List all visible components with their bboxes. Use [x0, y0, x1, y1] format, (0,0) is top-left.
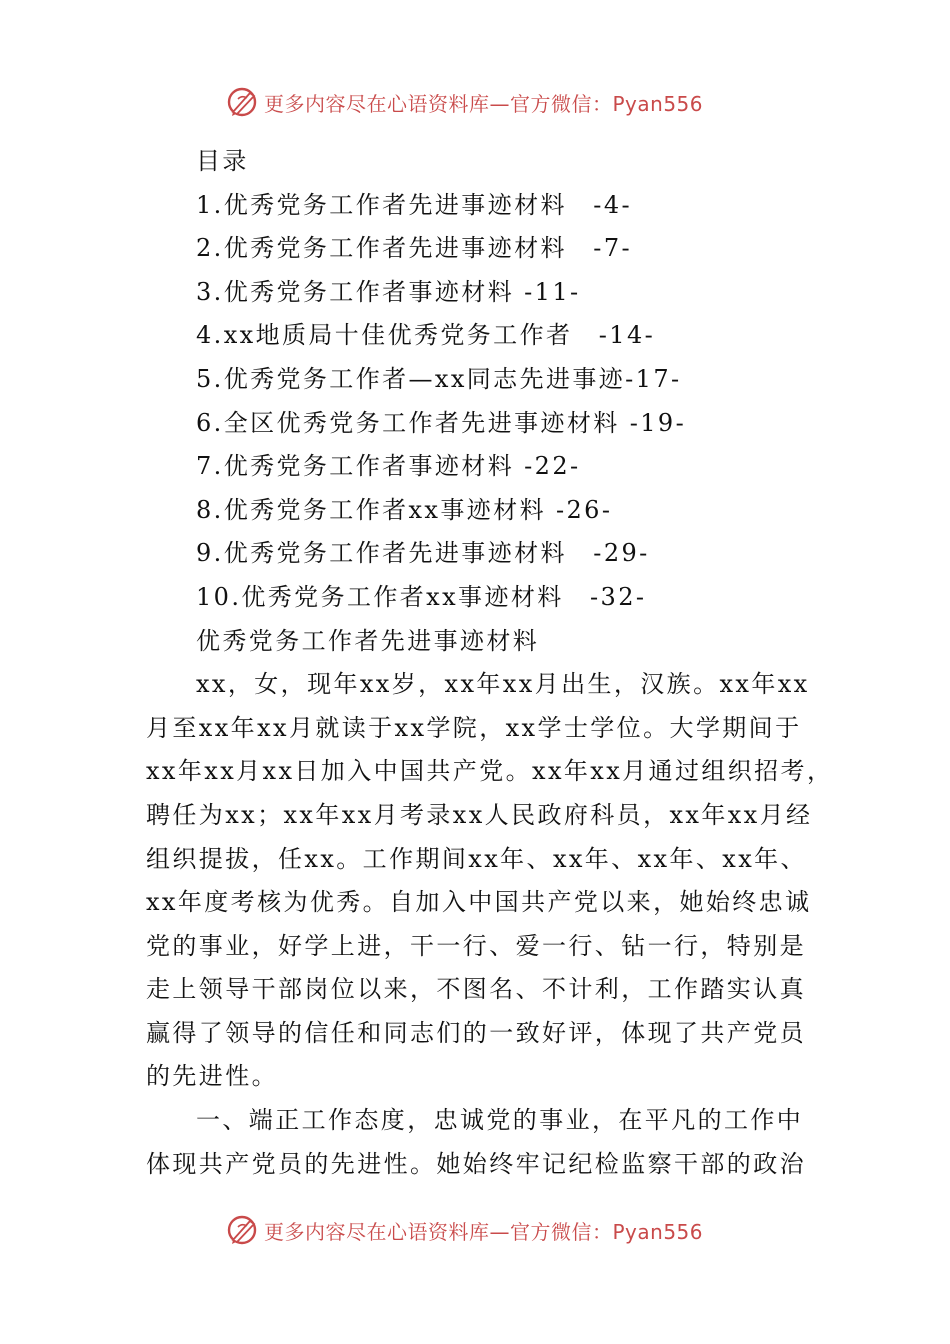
toc-item-label: 3.优秀党务工作者事迹材料 — [196, 277, 515, 306]
toc-item — [146, 184, 826, 228]
article-line: 走上领导干部岗位以来，不图名、不计利，工作踏实认真 — [146, 975, 806, 1004]
toc-item-page: -22- — [514, 452, 581, 481]
toc-item-page: -26- — [545, 495, 613, 524]
article-line: 聘任为xx；xx年xx月考录xx人民政府科员，xx年xx月经 — [146, 800, 813, 829]
toc-item-page: -11- — [514, 277, 581, 306]
toc-item-label: 2.优秀党务工作者先进事迹材料 — [196, 234, 567, 263]
header-banner — [226, 84, 746, 120]
toc-item-page: -32- — [563, 582, 647, 611]
article-title: 优秀党务工作者先进事迹材料 — [196, 626, 540, 655]
footer-banner — [226, 1212, 746, 1248]
toc-item-label: 8.优秀党务工作者xx事迹材料 — [196, 495, 546, 524]
toc-item-page: -17- — [625, 364, 682, 393]
banner-text: 更多内容尽在心语资料库—官方微信：Pyan556 — [264, 91, 704, 116]
toc-item — [146, 489, 826, 533]
article-line: xx，女，现年xx岁，xx年xx月出生，汉族。xx年xx — [196, 670, 810, 699]
article-line: 赢得了领导的信任和同志们的一致好评，体现了共产党员 — [146, 1018, 806, 1047]
toc-item-label: 1.优秀党务工作者先进事迹材料 — [196, 190, 567, 219]
document-body — [146, 140, 834, 1186]
article-line: 的先进性。 — [146, 1062, 278, 1091]
pen-logo-icon — [226, 1213, 260, 1247]
article-line: 组织提拔，任xx。工作期间xx年、xx年、xx年、xx年、 — [146, 844, 807, 873]
toc-item-page: -14- — [572, 321, 656, 350]
toc-item — [146, 402, 826, 446]
toc-item — [146, 445, 826, 489]
toc-item-page: -7- — [566, 234, 632, 263]
article-body — [146, 663, 834, 1186]
toc-item-page: -4- — [566, 190, 632, 219]
toc-item-label: 4.xx地质局十佳优秀党务工作者 — [196, 321, 573, 350]
toc-item-label: 9.优秀党务工作者先进事迹材料 — [196, 539, 567, 568]
toc-item-label: 5.优秀党务工作者—xx同志先进事迹 — [196, 364, 626, 393]
article-line: 月至xx年xx月就读于xx学院，xx学士学位。大学期间于 — [146, 713, 802, 742]
toc-item-label: 6.全区优秀党务工作者先进事迹材料 — [196, 408, 620, 437]
banner-text: 更多内容尽在心语资料库—官方微信：Pyan556 — [264, 1219, 704, 1244]
toc-item — [146, 271, 826, 315]
toc-item — [146, 532, 826, 576]
article-line: xx年xx月xx日加入中国共产党。xx年xx月通过组织招考， — [146, 757, 834, 786]
article-line: 体现共产党员的先进性。她始终牢记纪检监察干部的政治 — [146, 1149, 806, 1178]
toc-item — [146, 358, 826, 402]
toc-item — [146, 227, 826, 271]
toc-item-label: 10.优秀党务工作者xx事迹材料 — [196, 582, 564, 611]
pen-logo-icon — [226, 85, 260, 119]
toc-item — [146, 576, 826, 620]
toc-item — [146, 314, 826, 358]
toc-list — [146, 184, 826, 620]
article-line: xx年度考核为优秀。自加入中国共产党以来，她始终忠诚 — [146, 888, 812, 917]
toc-item-page: -19- — [619, 408, 687, 437]
article-line: 党的事业，好学上进，干一行、爱一行、钻一行，特别是 — [146, 931, 806, 960]
article-line: 一、端正工作态度，忠诚党的事业，在平凡的工作中 — [196, 1106, 804, 1135]
toc-heading: 目录 — [196, 147, 249, 175]
toc-item-label: 7.优秀党务工作者事迹材料 — [196, 452, 515, 481]
toc-item-page: -29- — [566, 539, 650, 568]
